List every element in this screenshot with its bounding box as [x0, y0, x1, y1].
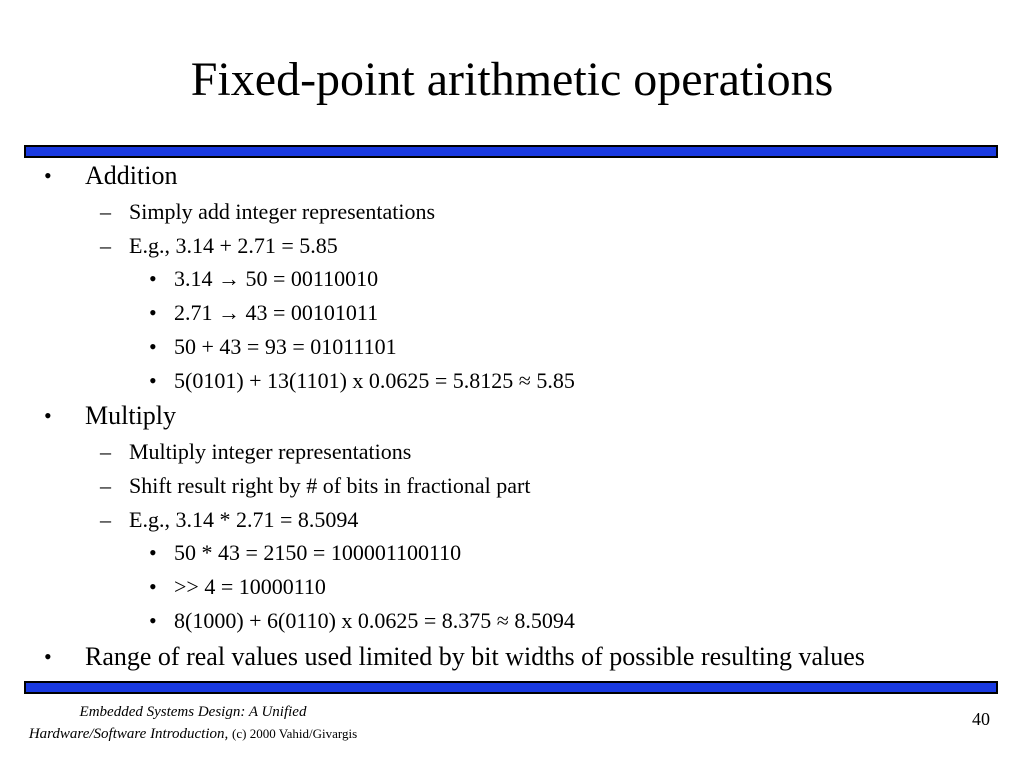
bullet-icon: •	[149, 368, 157, 393]
addition-example-step: 50 + 43 = 93 = 01011101	[174, 334, 397, 359]
bullet-icon: •	[149, 540, 157, 565]
bullet-icon: •	[44, 644, 52, 669]
footer-book-title-line1: Embedded Systems Design: A Unified	[79, 704, 307, 720]
bottom-divider-bar	[24, 681, 998, 694]
bullet-icon: •	[149, 334, 157, 359]
addition-heading: Addition	[85, 161, 178, 190]
multiply-example-step: 8(1000) + 6(0110) x 0.0625 = 8.375 ≈ 8.5094	[174, 608, 575, 633]
dash-icon: –	[100, 439, 111, 464]
multiply-example-step: 50 * 43 = 2150 = 100001100110	[174, 540, 462, 565]
multiply-point: Multiply integer representations	[129, 439, 412, 464]
addition-example-step: 2.71 → 43 = 00101011	[174, 300, 379, 325]
page-number: 40	[972, 709, 990, 729]
addition-point: E.g., 3.14 + 2.71 = 5.85	[129, 233, 338, 258]
dash-icon: –	[100, 199, 111, 224]
slide-title: Fixed-point arithmetic operations	[190, 53, 834, 106]
footer-book-title-line2: Hardware/Software Introduction,	[28, 726, 229, 742]
dash-icon: –	[100, 507, 111, 532]
bullet-icon: •	[44, 403, 52, 428]
multiply-heading: Multiply	[85, 401, 177, 430]
multiply-example-step: >> 4 = 10000110	[174, 574, 326, 599]
multiply-point: Shift result right by # of bits in fractional part	[129, 473, 531, 498]
addition-point: Simply add integer representations	[129, 199, 436, 224]
footer-copyright: (c) 2000 Vahid/Givargis	[232, 726, 358, 741]
addition-example-step: 3.14 → 50 = 00110010	[174, 266, 379, 291]
bullet-icon: •	[149, 574, 157, 599]
footer-citation	[28, 702, 358, 745]
range-note: Range of real values used limited by bit widths of possible resulting values	[85, 642, 865, 671]
bullet-icon: •	[149, 300, 157, 325]
dash-icon: –	[100, 233, 111, 258]
multiply-point: E.g., 3.14 * 2.71 = 8.5094	[129, 507, 359, 532]
bullet-icon: •	[44, 163, 52, 188]
bullet-icon: •	[149, 266, 157, 291]
dash-icon: –	[100, 473, 111, 498]
addition-example-step: 5(0101) + 13(1101) x 0.0625 = 5.8125 ≈ 5.85	[174, 368, 575, 393]
bullet-icon: •	[149, 608, 157, 633]
